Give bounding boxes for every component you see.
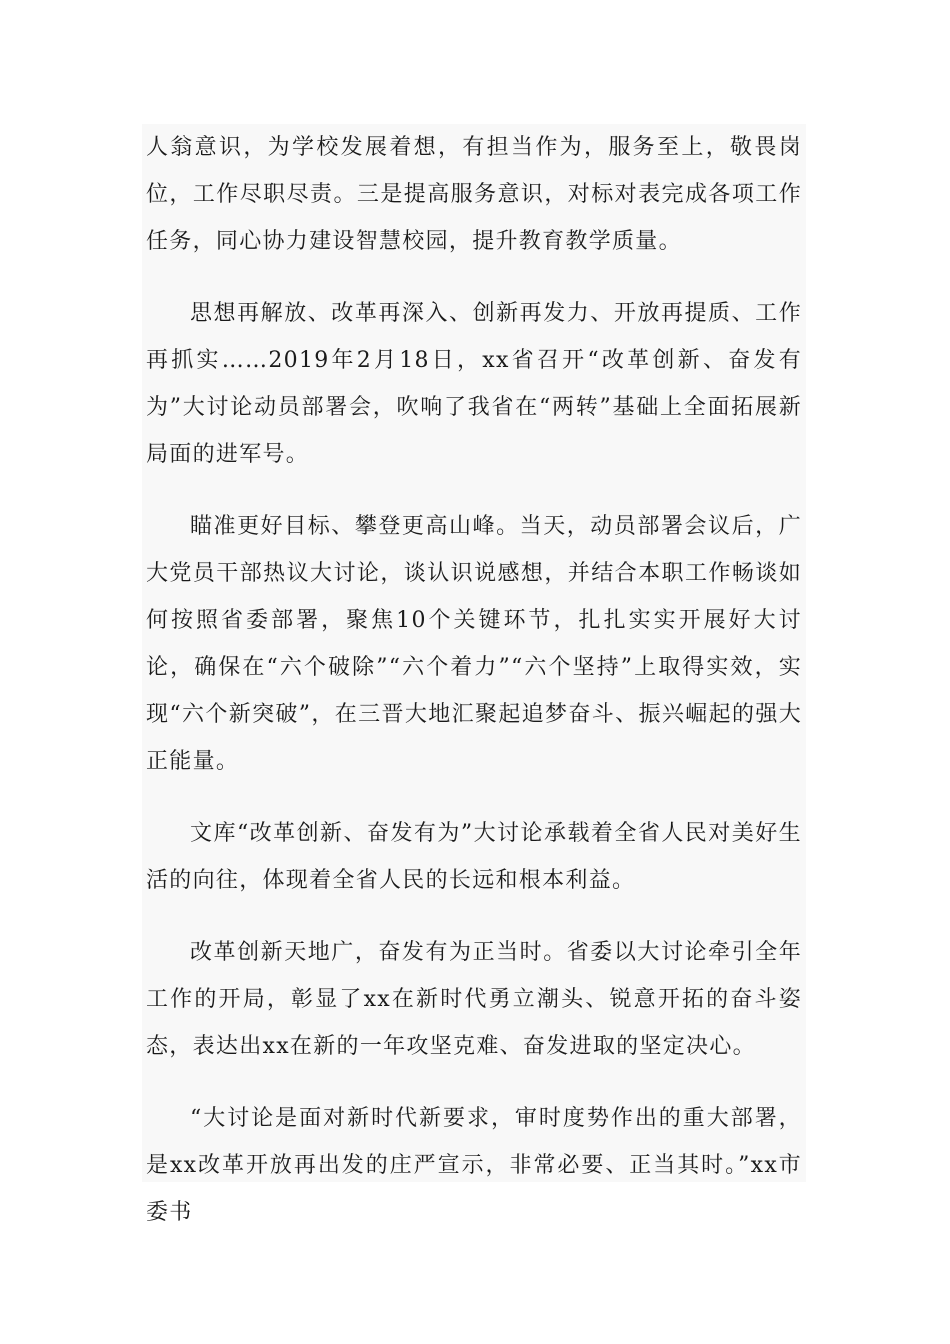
paragraph-gap <box>142 478 806 503</box>
paragraph-3: 瞄准更好目标、攀登更高山峰。当天，动员部署会议后，广大党员干部热议大讨论，谈认识说感想，并结合本职工作畅谈如何按照省委部署，聚焦10个关键环节，扎扎实实开展好大讨论，确保在“六个破除”“六个着力”“六个坚持”上取得实效，实现“六个新突破”，在三晋大地汇聚起追梦奋斗、振兴崛起的强大正能量。 <box>146 514 802 774</box>
paragraph-5: 改革创新天地广，奋发有为正当时。省委以大讨论牵引全年工作的开局，彰显了xx在新时代勇立潮头、锐意开拓的奋斗姿态，表达出xx在新的一年攻坚克难、奋发进取的坚定决心。 <box>146 940 802 1059</box>
paragraph-6: “大讨论是面对新时代新要求，审时度势作出的重大部署，是xx改革开放再出发的庄严宣示，非常必要、正当其时。”xx市委书 <box>146 1106 802 1225</box>
paragraph-gap <box>142 904 806 929</box>
paragraph-4: 文库“改革创新、奋发有为”大讨论承载着全省人民对美好生活的向往，体现着全省人民的长远和根本利益。 <box>146 821 802 893</box>
document-body <box>142 124 806 1225</box>
paragraph-2: 思想再解放、改革再深入、创新再发力、开放再提质、工作再抓实……2019年2月18日，xx省召开“改革创新、奋发有为”大讨论动员部署会，吹响了我省在“两转”基础上全面拓展新局面的进军号。 <box>146 301 802 467</box>
paragraph-gap <box>142 785 806 810</box>
paragraph-gap <box>142 1070 806 1095</box>
paragraph-gap <box>142 265 806 290</box>
paragraph-1: 人翁意识，为学校发展着想，有担当作为，服务至上，敬畏岗位，工作尽职尽责。三是提高服务意识，对标对表完成各项工作任务，同心协力建设智慧校园，提升教育教学质量。 <box>146 135 802 254</box>
